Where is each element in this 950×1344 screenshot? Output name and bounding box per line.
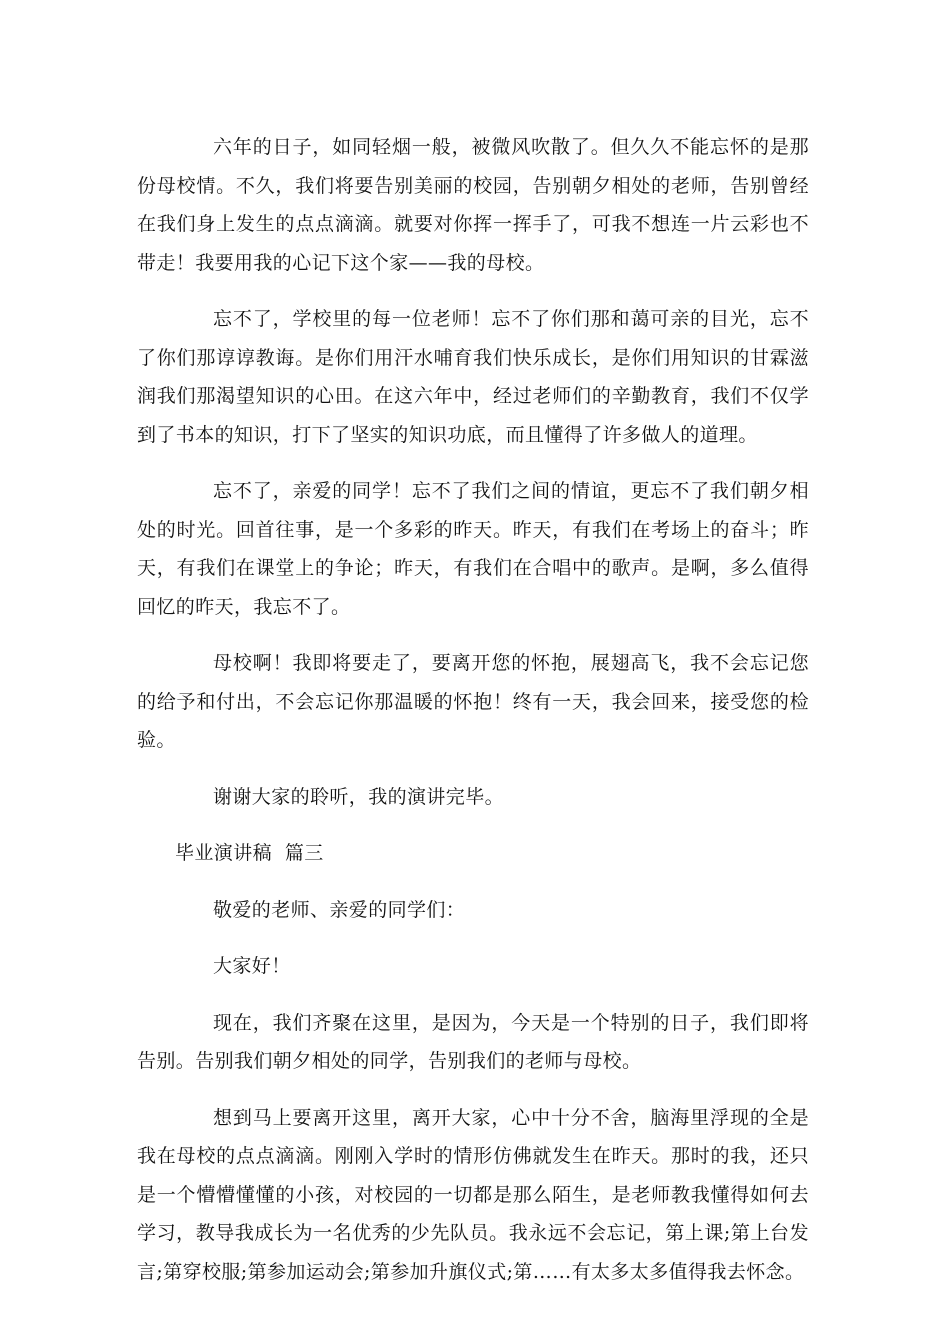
paragraph-classmates: 忘不了，亲爱的同学！忘不了我们之间的情谊，更忘不了我们朝夕相处的时光。回首往事，是一个多彩的昨天。昨天，有我们在考场上的奋斗；昨天，有我们在课堂上的争论；昨天，有我们在合唱中的歌声。是啊，多么值得回忆的昨天，我忘不了。 [137, 480, 809, 618]
document-body [137, 128, 809, 1309]
paragraph-greeting: 大家好！ [213, 955, 291, 977]
paragraph-thanks: 谢谢大家的聆听，我的演讲完毕。 [213, 785, 505, 808]
paragraph-farewell-school: 母校啊！我即将要走了，要离开您的怀抱，展翅高飞，我不会忘记您的给予和付出，不会忘记你那温暖的怀抱！终有一天，我会回来，接受您的检验。 [137, 652, 809, 751]
paragraph-memories-of-school: 六年的日子，如同轻烟一般，被微风吹散了。但久久不能忘怀的是那份母校情。不久，我们将要告别美丽的校园，告别朝夕相处的老师，告别曾经在我们身上发生的点点滴滴。就要对你挥一挥手了，可我不想连一片云彩也不带走！我要用我的心记下这个家——我的母校。 [137, 136, 809, 274]
section-heading: 毕业演讲稿 篇三 [175, 842, 324, 864]
paragraph-reminiscence: 想到马上要离开这里，离开大家，心中十分不舍，脑海里浮现的全是我在母校的点点滴滴。刚刚入学时的情形仿佛就发生在昨天。那时的我，还只是一个懵懵懂懂的小孩，对校园的一切都是那么陌生，是老师教我懂得如何去学习，教导我成长为一名优秀的少先队员。我永远不会忘记，第上课;第上台发言;第穿校服;第参加运动会;第参加升旗仪式;第……有太多太多值得我去怀念。 [137, 1106, 809, 1283]
paragraph-salutation: 敬爱的老师、亲爱的同学们： [213, 898, 466, 921]
paragraph-gathering: 现在，我们齐聚在这里，是因为，今天是一个特别的日子，我们即将告别。告别我们朝夕相处的同学，告别我们的老师与母校。 [137, 1011, 809, 1072]
paragraph-teachers: 忘不了，学校里的每一位老师！忘不了你们那和蔼可亲的目光，忘不了你们那谆谆教诲。是你们用汗水哺育我们快乐成长，是你们用知识的甘霖滋润我们那渴望知识的心田。在这六年中，经过老师们的辛勤教育，我们不仅学到了书本的知识，打下了坚实的知识功底，而且懂得了许多做人的道理。 [137, 308, 809, 446]
